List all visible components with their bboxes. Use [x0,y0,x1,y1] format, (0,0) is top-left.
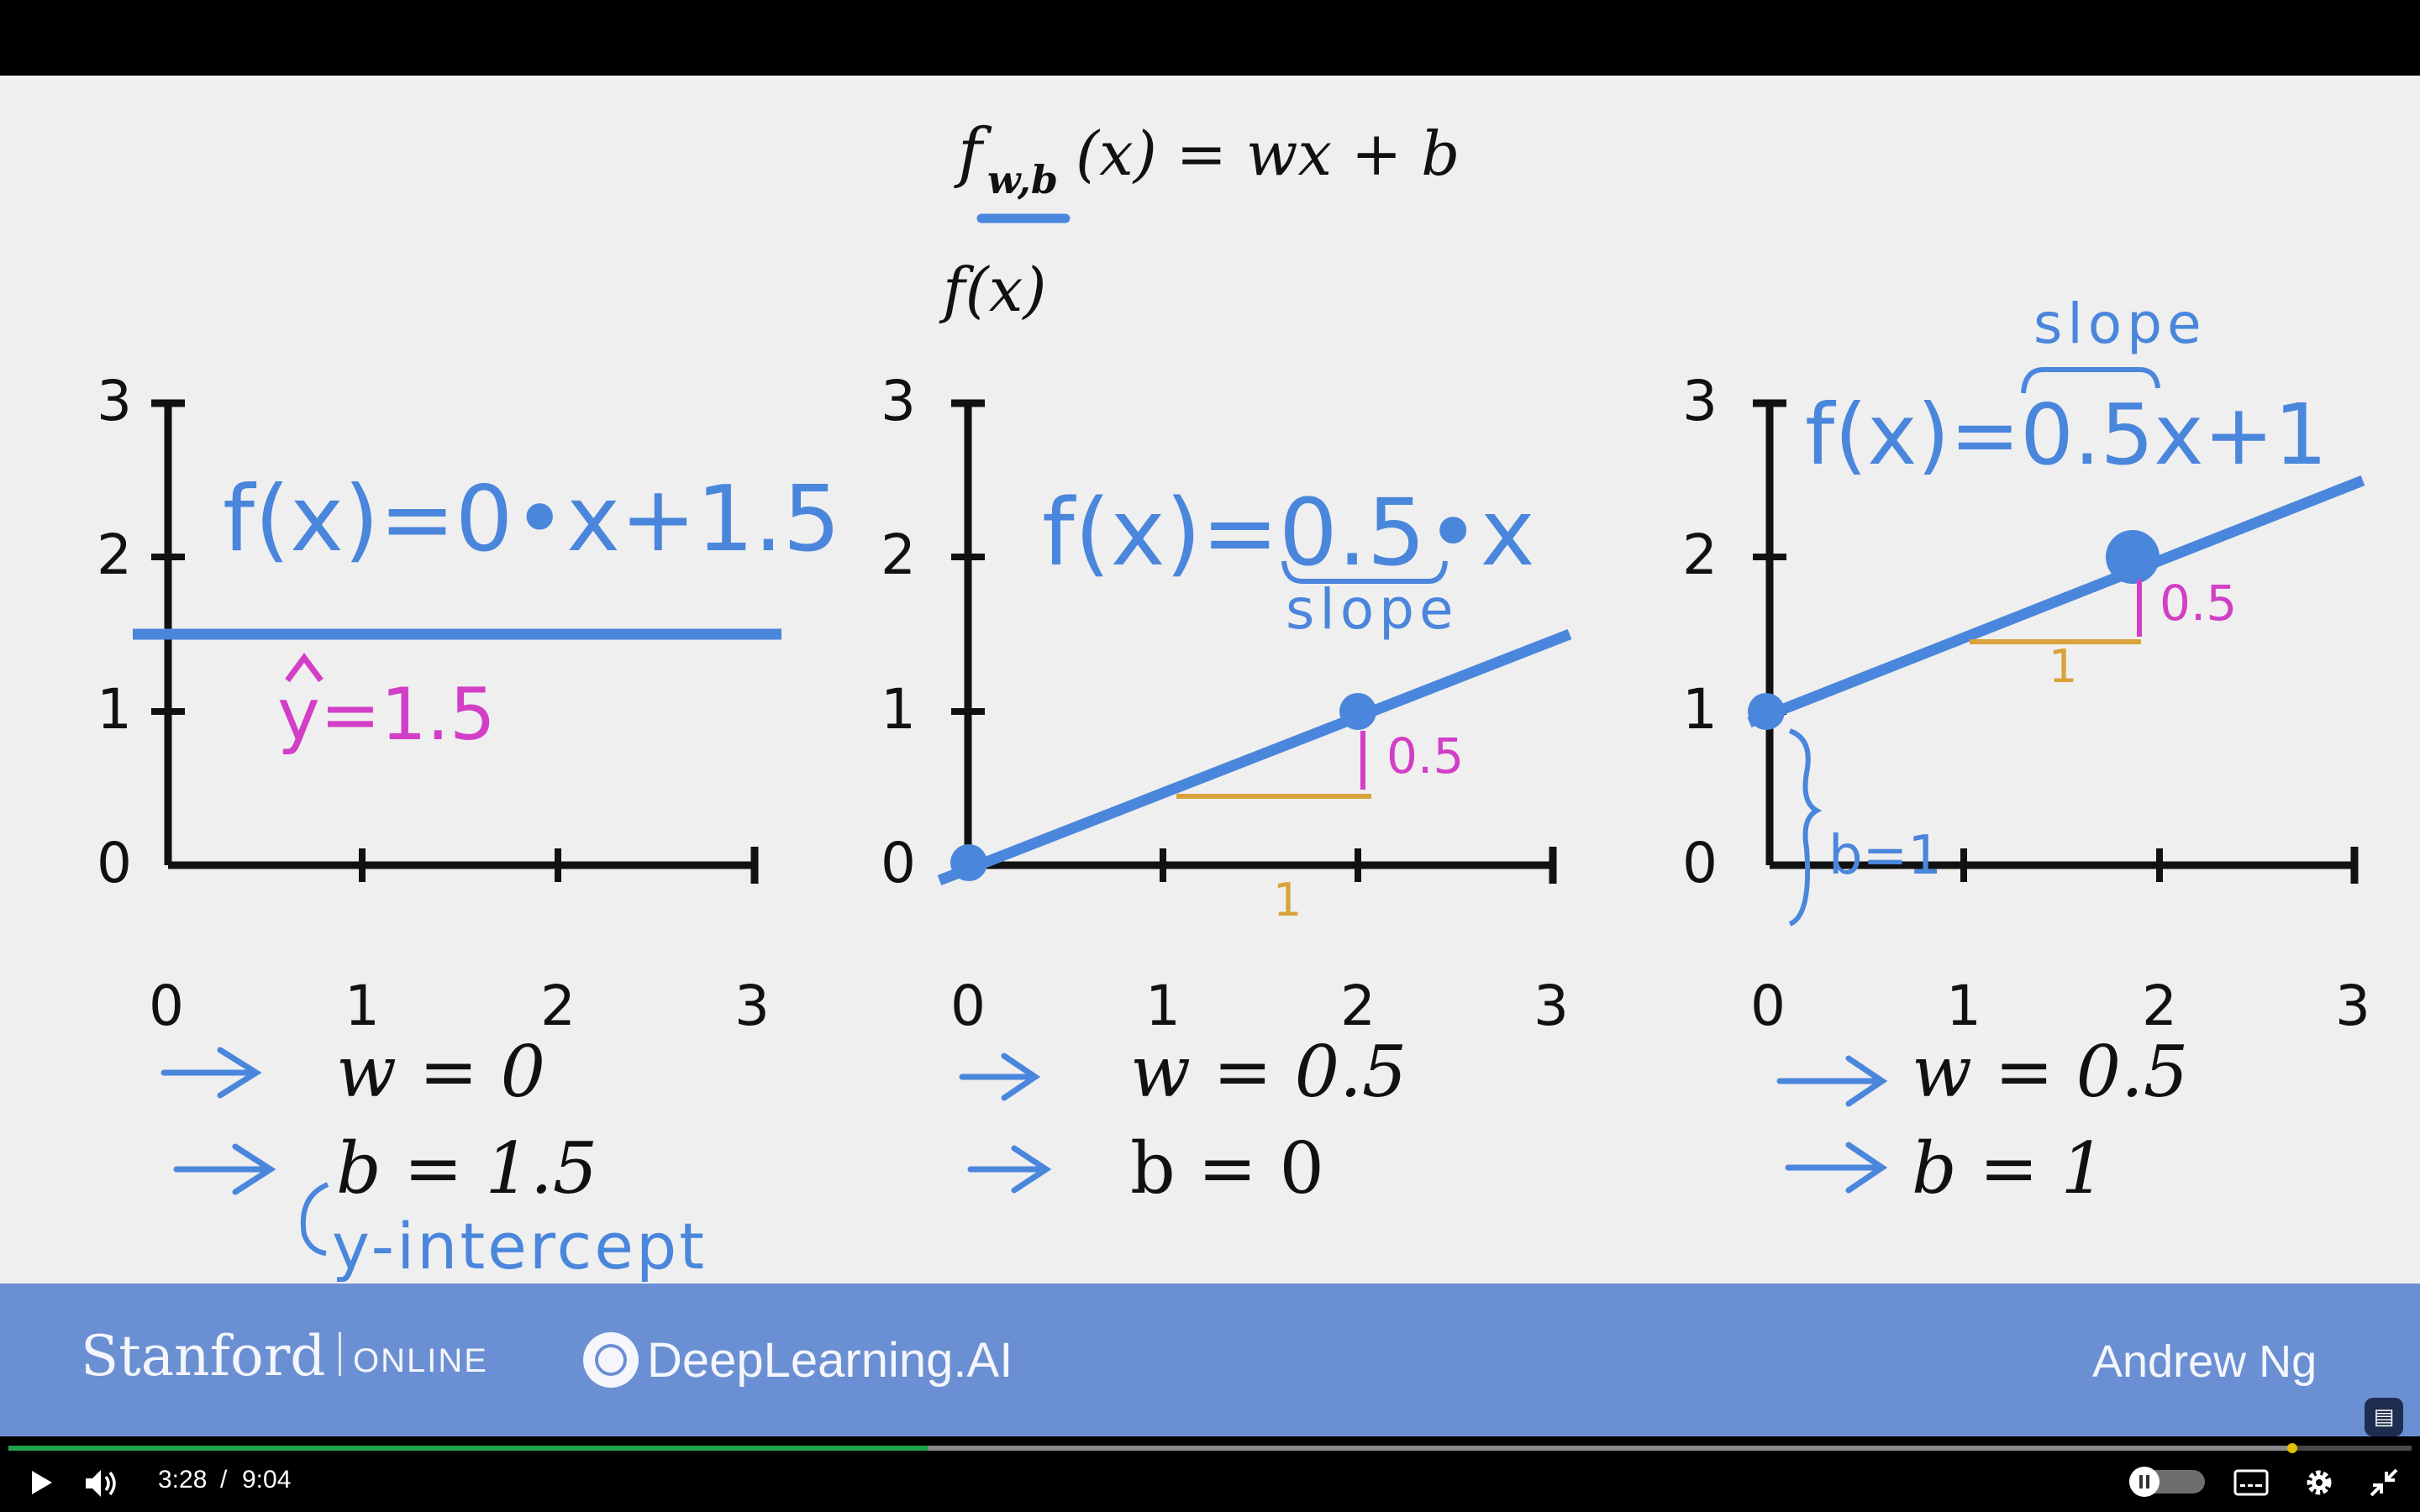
progress-bar[interactable] [8,1446,2412,1451]
p3-x-tick-1: 1 [1946,974,1981,1038]
formula-rest: (x) = wx + b [1076,118,1460,189]
p2-run-label: 1 [1273,874,1302,927]
p2-x-tick-1: 1 [1145,974,1181,1038]
p1-y-tick-0: 0 [97,831,132,895]
p1-y-tick-1: 1 [97,677,132,742]
p2-regression-line [939,634,1570,880]
p2-y-tick-3: 3 [881,369,916,433]
p1-x-tick-1: 1 [345,974,380,1038]
p2-y-tick-2: 2 [881,522,916,587]
volume-icon[interactable] [82,1467,121,1500]
play-icon[interactable] [27,1468,55,1497]
p2-b-value: b = 0 [1130,1127,1324,1210]
course-banner [0,1284,2420,1436]
exit-fullscreen-icon[interactable] [2368,1467,2400,1499]
p3-intercept-brace [1790,731,1817,924]
p1-x-tick-0: 0 [149,974,184,1038]
p1-b-arrow-icon [176,1147,271,1192]
formula-subscript: w,b [987,157,1059,202]
p3-w-arrow-icon [1780,1058,1882,1104]
p2-x-tick-0: 0 [950,974,986,1038]
p2-b-arrow-icon [971,1148,1046,1190]
main-formula [954,115,1460,218]
p3-y-tick-1: 1 [1682,677,1718,742]
p2-x-tick-2: 2 [1340,974,1376,1038]
progress-marker [2287,1443,2297,1453]
p3-x-tick-0: 0 [1750,974,1786,1038]
settings-gear-icon[interactable] [2302,1466,2336,1499]
p3-equation: f(x)=0.5x+1 [1805,386,2328,484]
autoplay-toggle[interactable] [2129,1470,2205,1494]
autoplay-pause-icon [2129,1467,2160,1497]
p3-x-tick-2: 2 [2142,974,2177,1038]
p1-equation: f(x)=0•x+1.5 [223,467,841,572]
p3-b-value: b = 1 [1912,1127,2106,1210]
deeplearning-text: DeepLearning.AI [647,1333,1013,1388]
p3-x-tick-3: 3 [2335,974,2370,1038]
p3-slope-label: slope [2033,291,2207,356]
p2-slope-label: slope [1286,577,1459,642]
p1-x-tick-3: 3 [734,974,770,1038]
time-separator: / [220,1466,228,1494]
presenter-name: Andrew Ng [2092,1336,2317,1387]
p3-y-tick-0: 0 [1682,831,1718,895]
p3-y-tick-2: 2 [1682,522,1718,587]
p3-rise-label: 0.5 [2160,575,2238,632]
transcript-icon[interactable]: ▤ [2365,1398,2403,1436]
p2-w-arrow-icon [962,1056,1035,1098]
p1-prediction-label: y=1.5 [277,673,496,757]
p3-y-tick-3: 3 [1682,369,1718,433]
p2-point-origin [950,844,987,881]
duration: 9:04 [242,1466,292,1494]
panel-2-graph [881,369,1570,1038]
online-text: ONLINE [353,1342,488,1379]
p3-b-arrow-icon [1788,1145,1882,1190]
p2-point-2-1 [1339,693,1376,730]
captions-icon[interactable] [2233,1468,2269,1497]
parameter-notes [164,1031,2188,1284]
panel-3-graph [1682,291,2370,1038]
p1-note-arrow-icon [303,1184,328,1253]
p1-y-intercept-note: y-intercept [332,1209,708,1284]
p1-b-value: b = 1.5 [336,1127,598,1210]
p2-y-tick-0: 0 [881,831,916,895]
letterbox-top [0,0,2420,76]
p1-w-value: w = 0 [336,1031,546,1113]
video-frame[interactable] [0,76,2420,1284]
p2-y-tick-1: 1 [881,677,916,742]
p3-intercept-label: b=1 [1828,825,1942,887]
p3-w-value: w = 0.5 [1912,1031,2189,1113]
stanford-logo-text: Stanford [81,1324,326,1389]
deeplearning-logo-icon [583,1332,639,1388]
p1-x-tick-2: 2 [540,974,576,1038]
p2-rise-label: 0.5 [1386,727,1465,785]
p2-x-tick-3: 3 [1534,974,1569,1038]
fx-axis-label: f(x) [943,255,1047,325]
current-time: 3:28 [158,1466,208,1494]
p1-w-arrow-icon [164,1050,256,1095]
progress-played [8,1446,929,1451]
logo-divider [339,1332,341,1376]
panel-1-graph [97,369,840,1038]
p2-equation: f(x)=0.5•x [1042,479,1535,586]
p3-point-intercept [1748,693,1785,730]
p3-point-2-2 [2106,530,2160,584]
p3-run-label: 1 [2049,640,2078,693]
p1-y-tick-3: 3 [97,369,132,433]
formula-f: f [958,115,982,191]
p1-y-tick-2: 2 [97,522,132,587]
p2-w-value: w = 0.5 [1130,1031,1407,1113]
